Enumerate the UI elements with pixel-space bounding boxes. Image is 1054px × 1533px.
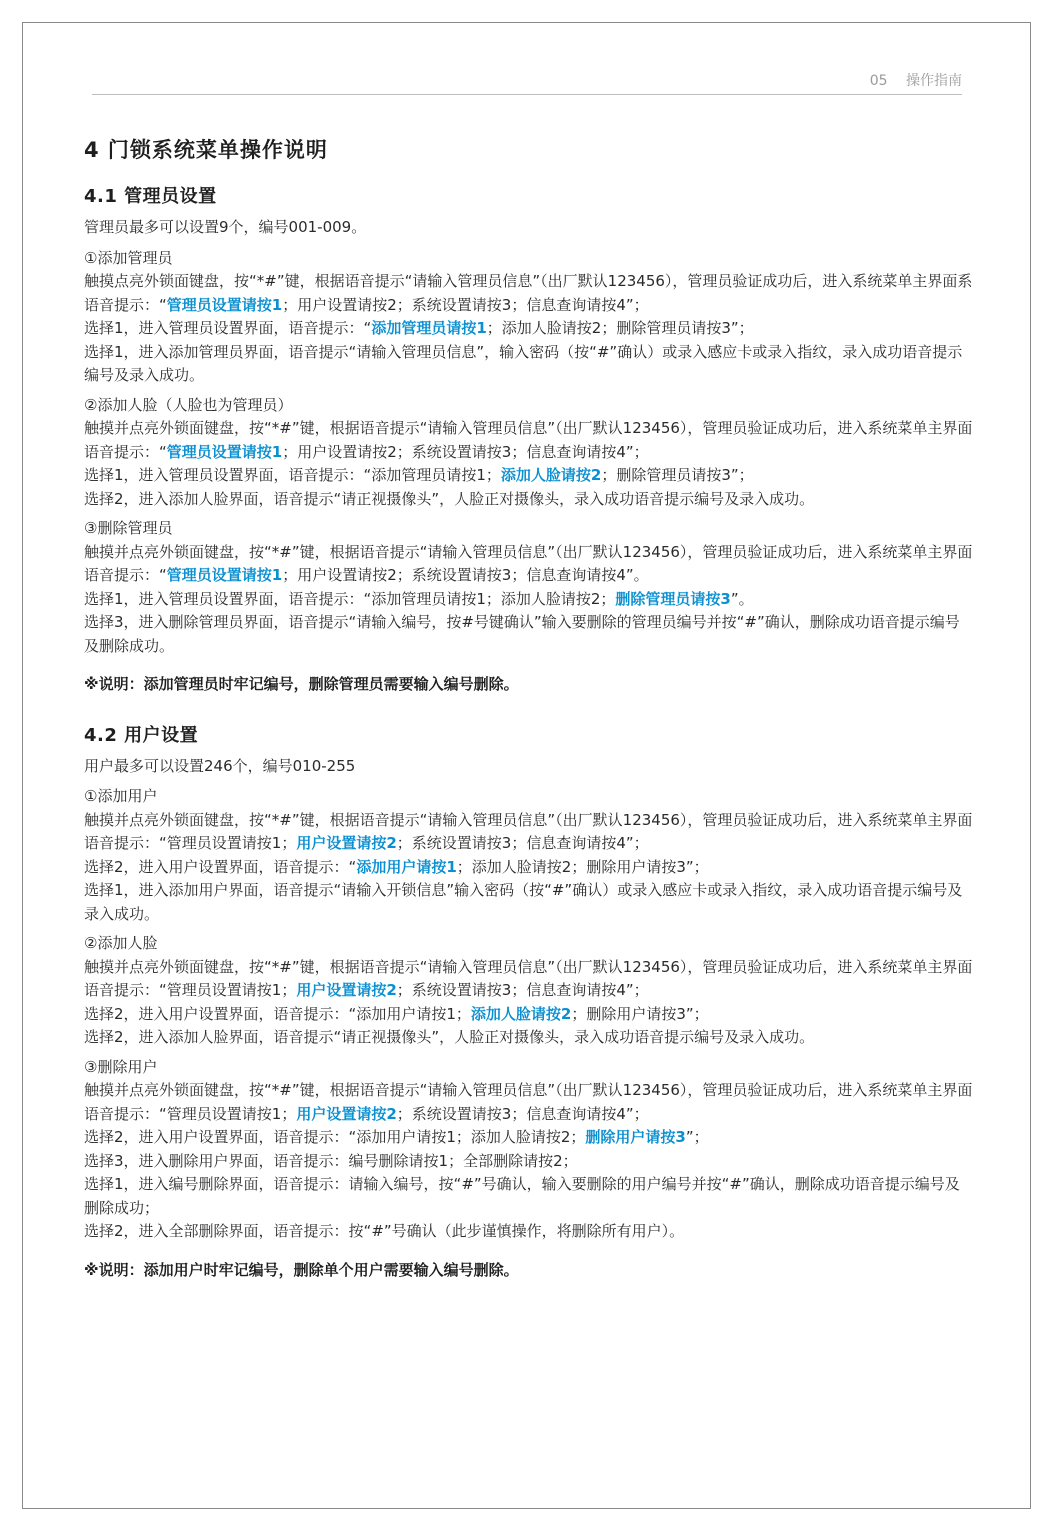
add-face-user-step2 [84, 1003, 974, 1027]
admin-note: ※说明：添加管理员时牢记编号，删除管理员需要输入编号删除。 [84, 675, 519, 693]
document-body [84, 134, 974, 1297]
page-header [92, 70, 962, 95]
highlight: 删除管理员请按3 [615, 589, 731, 608]
add-admin-label: ①添加管理员 [84, 248, 173, 267]
add-face-admin-step3: 选择2，进入添加人脸界面，语音提示“请正视摄像头”，人脸正对摄像头，录入成功语音提示编号及录入成功。 [84, 489, 815, 508]
text: ；删除用户请按3”； [571, 1004, 709, 1023]
delete-user-step4: 选择1，进入编号删除界面，语音提示：请输入编号，按“#”号确认，输入要删除的用户编号并按“#”确认，删除成功语音提示编号及删除成功； [84, 1175, 960, 1217]
text: ”。 [730, 589, 754, 608]
delete-admin-step3: 选择3，进入删除管理员界面，语音提示“请输入编号，按#号键确认”输入要删除的管理员编号并按“#”确认，删除成功语音提示编号及删除成功。 [84, 613, 960, 655]
add-face-user-step3: 选择2，进入添加人脸界面，语音提示“请正视摄像头”，人脸正对摄像头，录入成功语音提示编号及录入成功。 [84, 1028, 815, 1046]
text: 选择2，进入用户设置界面，语音提示：“添加用户请按1；添加人脸请按2； [84, 1128, 586, 1146]
text: 选择1，进入管理员设置界面，语音提示：“添加管理员请按1；添加人脸请按2； [84, 589, 616, 608]
text: 选择2，进入用户设置界面，语音提示：“添加用户请按1； [84, 1004, 471, 1023]
section-heading-user: 4.2 用户设置 [84, 724, 199, 746]
add-user-step1 [84, 809, 974, 856]
user-note: ※说明：添加用户时牢记编号，删除单个用户需要输入编号删除。 [84, 1260, 519, 1279]
admin-intro: 管理员最多可以设置9个，编号001-009。 [84, 218, 367, 236]
add-face-admin-label: ②添加人脸（人脸也为管理员） [84, 395, 293, 414]
highlight: 删除用户请按3 [585, 1128, 686, 1146]
highlight: 管理员设置请按1 [166, 566, 283, 584]
section-heading-admin: 4.1 管理员设置 [84, 186, 217, 207]
text: ；系统设置请按3；信息查询请按4”； [396, 834, 649, 852]
page-number: 05 [869, 73, 888, 89]
add-face-admin-step2 [84, 464, 974, 488]
text: 触摸并点亮外锁面键盘，按“*#”键，根据语音提示“请输入管理员信息”（出厂默认123456），管理员验证成功后，进入系统菜单主界面语音提示：“ [84, 419, 973, 461]
add-admin-step2 [84, 317, 974, 341]
text: ”； [685, 1128, 709, 1146]
text: ；系统设置请按3；信息查询请按4”； [396, 1104, 649, 1123]
delete-admin-label: ③删除管理员 [84, 519, 173, 537]
add-face-user-label: ②添加人脸 [84, 934, 158, 952]
text: 选择1，进入管理员设置界面，语音提示：“ [84, 319, 372, 337]
text: 触摸点亮外锁面键盘，按“*#”键，根据语音提示“请输入管理员信息”（出厂默认123456），管理员验证成功后，进入系统菜单主界面系语音提示：“ [84, 272, 973, 314]
highlight: 添加人脸请按2 [470, 1004, 572, 1023]
add-face-admin-block [84, 394, 974, 512]
text: ；用户设置请按2；系统设置请按3；信息查询请按4”。 [282, 566, 649, 584]
add-face-user-block [84, 932, 974, 1050]
add-face-user-step1 [84, 956, 974, 1003]
chapter-title: 4 门锁系统菜单操作说明 [84, 138, 328, 162]
delete-user-step2 [84, 1126, 974, 1150]
text: 选择1，进入管理员设置界面，语音提示：“添加管理员请按1； [84, 466, 501, 484]
highlight: 添加用户请按1 [356, 857, 457, 876]
add-admin-block [84, 247, 974, 388]
text: ；添加人脸请按2；删除管理员请按3”； [486, 319, 754, 337]
text: ；删除管理员请按3”； [601, 466, 754, 484]
highlight: 管理员设置请按1 [166, 295, 283, 314]
delete-admin-step1 [84, 541, 974, 588]
add-admin-step1 [84, 270, 974, 317]
delete-user-block [84, 1056, 974, 1283]
highlight: 用户设置请按2 [296, 834, 397, 852]
text: 触摸并点亮外锁面键盘，按“*#”键，根据语音提示“请输入管理员信息”（出厂默认123456），管理员验证成功后，进入系统菜单主界面语音提示：“ [84, 542, 973, 584]
delete-user-step5: 选择2，进入全部删除界面，语音提示：按“#”号确认（此步谨慎操作，将删除所有用户）。 [84, 1222, 685, 1240]
text: 触摸并点亮外锁面键盘，按“*#”键，根据语音提示“请输入管理员信息”（出厂默认123456），管理员验证成功后，进入系统菜单主界面语音提示：“管理员设置请按1； [84, 810, 973, 852]
delete-admin-block [84, 517, 974, 697]
delete-admin-step2 [84, 588, 974, 612]
text: ；添加人脸请按2；删除用户请按3”； [456, 857, 709, 876]
delete-user-step3: 选择3，进入删除用户界面，语音提示：编号删除请按1；全部删除请按2； [84, 1151, 578, 1170]
user-intro: 用户最多可以设置246个，编号010-255 [84, 756, 356, 775]
add-user-step2 [84, 856, 974, 880]
text: 触摸并点亮外锁面键盘，按“*#”键，根据语音提示“请输入管理员信息”（出厂默认123456），管理员验证成功后，进入系统菜单主界面语音提示：“管理员设置请按1； [84, 1081, 973, 1123]
text: ；用户设置请按2；系统设置请按3；信息查询请按4”； [282, 295, 649, 314]
add-face-admin-step1 [84, 417, 974, 464]
add-admin-step3: 选择1，进入添加管理员界面，语音提示“请输入管理员信息”，输入密码（按“#”确认）或录入感应卡或录入指纹，录入成功语音提示编号及录入成功。 [84, 342, 963, 384]
text: 选择2，进入用户设置界面，语音提示：“ [84, 857, 357, 876]
text: ；用户设置请按2；系统设置请按3；信息查询请按4”； [282, 442, 649, 461]
delete-user-label: ③删除用户 [84, 1057, 158, 1076]
highlight: 添加人脸请按2 [500, 466, 602, 484]
text: 触摸并点亮外锁面键盘，按“*#”键，根据语音提示“请输入管理员信息”（出厂默认123456），管理员验证成功后，进入系统菜单主界面语音提示：“管理员设置请按1； [84, 957, 973, 999]
highlight: 添加管理员请按1 [371, 319, 487, 337]
highlight: 用户设置请按2 [296, 981, 397, 999]
add-user-step3: 选择1，进入添加用户界面，语音提示“请输入开锁信息”输入密码（按“#”确认）或录入感应卡或录入指纹，录入成功语音提示编号及录入成功。 [84, 881, 963, 923]
delete-user-step1 [84, 1079, 974, 1126]
add-user-label: ①添加用户 [84, 787, 158, 805]
section-name: 操作指南 [906, 73, 962, 89]
highlight: 管理员设置请按1 [166, 442, 283, 461]
text: ；系统设置请按3；信息查询请按4”； [396, 981, 649, 999]
add-user-block [84, 785, 974, 926]
highlight: 用户设置请按2 [296, 1104, 397, 1123]
